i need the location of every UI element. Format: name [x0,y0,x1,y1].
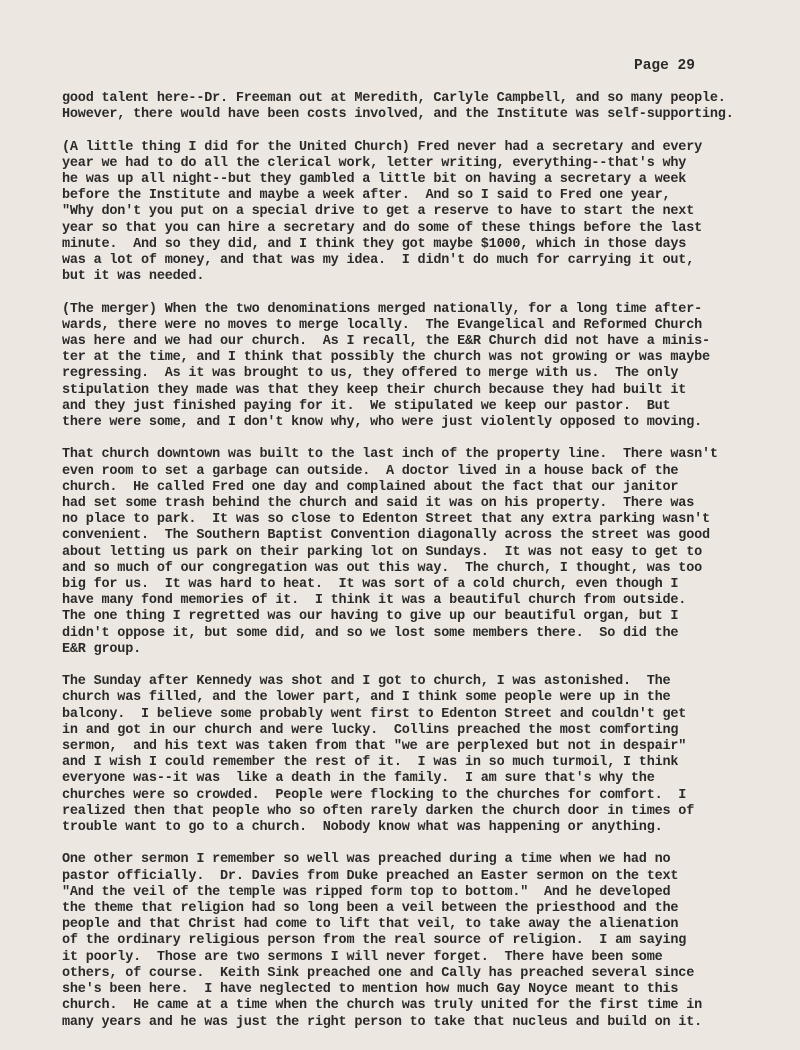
text-line: many years and he was just the right person to take that nucleus and build on it. [62,1014,703,1030]
text-line: had set some trash behind the church and said it was on his property. There was [62,496,695,512]
text-line: was here and we had our church. As I recall, the E&R Church did not have a minis- [62,334,710,350]
paragraph [62,674,734,836]
text-line: wards, there were no moves to merge locally. The Evangelical and Reformed Church [62,317,703,333]
text-line: didn't oppose it, but some did, and so we lost some members there. So did the [62,625,679,641]
text-line: no place to park. It was so close to Edenton Street that any extra parking wasn't [62,512,710,528]
text-line: The Sunday after Kennedy was shot and I got to church, I was astonished. The [62,674,671,690]
text-line: sermon, and his text was taken from that "we are perplexed but not in despair" [62,739,687,755]
text-line: church. He called Fred one day and complained about the fact that our janitor [62,479,679,495]
text-line: churches were so crowded. People were flocking to the churches for comfort. I [62,787,687,803]
text-line: The one thing I regretted was our having to give up our beautiful organ, but I [62,609,679,625]
text-line: However, there would have been costs involved, and the Institute was self-supporting. [62,107,734,123]
text-line: regressing. As it was brought to us, they offered to merge with us. The only [62,366,679,382]
text-line: convenient. The Southern Baptist Convention diagonally across the street was good [62,528,710,544]
text-line: but it was needed. [62,269,205,285]
text-line: and so much of our congregation was out this way. The church, I thought, was too [62,560,703,576]
text-line: One other sermon I remember so well was preached during a time when we had no [62,852,671,868]
text-line: have many fond memories of it. I think it was a beautiful church from outside. [62,593,687,609]
body-text [62,91,734,1047]
text-line: pastor officially. Dr. Davies from Duke preached an Easter sermon on the text [62,868,679,884]
text-line: of the ordinary religious person from the real source of religion. I am saying [62,933,687,949]
text-line: church was filled, and the lower part, and I think some people were up in the [62,690,671,706]
text-line: (The merger) When the two denominations merged nationally, for a long time after- [62,301,703,317]
text-line: balcony. I believe some probably went first to Edenton Street and couldn't get [62,706,687,722]
text-line: year so that you can hire a secretary and do some of these things before the last [62,220,703,236]
paragraph [62,852,734,1030]
text-line: year we had to do all the clerical work, letter writing, everything--that's why [62,155,687,171]
text-line: even room to set a garbage can outside. A doctor lived in a house back of the [62,463,679,479]
text-line: the theme that religion had so long been a veil between the priesthood and the [62,901,679,917]
text-line: trouble want to go to a church. Nobody know what was happening or anything. [62,820,663,836]
text-line: there were some, and I don't know why, who were just violently opposed to moving. [62,415,703,431]
text-line: minute. And so they did, and I think they got maybe $1000, which in those days [62,236,687,252]
text-line: That church downtown was built to the last inch of the property line. There wasn't [62,447,718,463]
text-line: it poorly. Those are two sermons I will never forget. There have been some [62,949,663,965]
text-line: people and that Christ had come to lift that veil, to take away the alienation [62,917,679,933]
text-line: about letting us park on their parking lot on Sundays. It was not easy to get to [62,544,703,560]
paragraph [62,447,734,658]
text-line: he was up all night--but they gambled a little bit on having a secretary a week [62,172,687,187]
text-line: big for us. It was hard to heat. It was sort of a cold church, even though I [62,577,679,593]
paragraph [62,302,734,432]
text-line: stipulation they made was that they keep their church because they had built it [62,382,687,398]
paragraph [62,91,734,123]
text-line: "And the veil of the temple was ripped form top to bottom." And he developed [62,884,671,900]
text-line: before the Institute and maybe a week after. And so I said to Fred one year, [62,188,671,204]
text-line: others, of course. Keith Sink preached one and Cally has preached several since [62,965,695,981]
text-line: she's been here. I have neglected to mention how much Gay Noyce meant to this [62,982,679,998]
page-number: Page 29 [634,58,695,74]
text-line: was a lot of money, and that was my idea. I didn't do much for carrying it out, [62,253,695,269]
text-line: and they just finished paying for it. We stipulated we keep our pastor. But [62,398,671,414]
text-line: and I wish I could remember the rest of it. I was in so much turmoil, I think [62,755,679,771]
paragraph [62,140,734,286]
text-line: realized then that people who so often rarely darken the church door in times of [62,803,695,819]
text-line: ter at the time, and I think that possibly the church was not growing or was maybe [62,350,710,366]
text-line: in and got in our church and were lucky. Collins preached the most comforting [62,722,679,738]
text-line: good talent here--Dr. Freeman out at Meredith, Carlyle Campbell, and so many people. [62,91,726,106]
text-line: church. He came at a time when the church was truly united for the first time in [62,998,703,1014]
text-line: "Why don't you put on a special drive to get a reserve to have to start the next [62,204,695,220]
text-line: (A little thing I did for the United Church) Fred never had a secretary and every [62,139,703,155]
text-line: everyone was--it was like a death in the family. I am sure that's why the [62,771,655,787]
text-line: E&R group. [62,641,142,657]
